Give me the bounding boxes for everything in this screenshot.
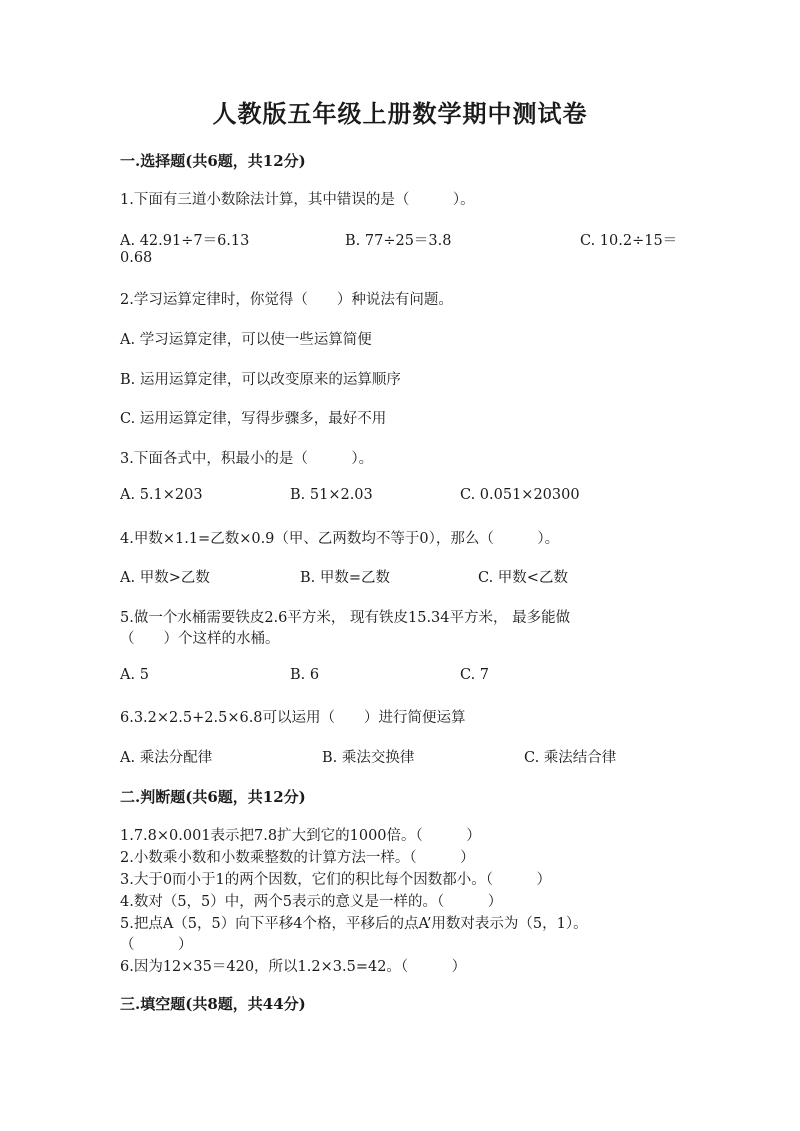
judge-item-6: 6.因为12×35＝420，所以1.2×3.5=42。（ ） bbox=[120, 959, 467, 975]
question-3-option-a: A. 5.1×203 bbox=[120, 487, 203, 503]
question-3-option-c: C. 0.051×20300 bbox=[460, 487, 580, 503]
question-4-option-b: B. 甲数=乙数 bbox=[300, 570, 391, 586]
question-5-option-a: A. 5 bbox=[120, 667, 149, 683]
judge-item-1: 1.7.8×0.001表示把7.8扩大到它的1000倍。（ ） bbox=[120, 828, 481, 844]
question-1-option-a: A. 42.91÷7＝6.13 bbox=[120, 233, 250, 249]
question-1-option-c: C. 10.2÷15＝ bbox=[580, 233, 678, 249]
exam-title: 人教版五年级上册数学期中测试卷 bbox=[212, 99, 588, 128]
question-4-stem: 4.甲数×1.1=乙数×0.9（甲、乙两数均不等于0），那么（ ）。 bbox=[120, 531, 560, 547]
judge-item-2: 2.小数乘小数和小数乘整数的计算方法一样。（ ） bbox=[120, 850, 475, 866]
question-5-stem-continued: （ ）个这样的水桶。 bbox=[120, 631, 280, 647]
question-6-option-b: B. 乘法交换律 bbox=[322, 750, 415, 766]
question-1-option-b: B. 77÷25＝3.8 bbox=[345, 233, 452, 249]
section-heading-fill: 三.填空题(共8题，共44分) bbox=[120, 995, 306, 1013]
judge-item-3: 3.大于0而小于1的两个因数，它们的积比每个因数都小。（ ） bbox=[120, 872, 552, 888]
question-4-option-a: A. 甲数>乙数 bbox=[120, 570, 210, 586]
question-5-stem: 5.做一个水桶需要铁皮2.6平方米， 现有铁皮15.34平方米， 最多能做 bbox=[120, 610, 571, 626]
question-1-stem: 1.下面有三道小数除法计算，其中错误的是（ ）。 bbox=[120, 192, 475, 208]
section-heading-choice: 一.选择题(共6题，共12分) bbox=[120, 152, 306, 170]
question-2-option-a: A. 学习运算定律，可以使一些运算简便 bbox=[120, 332, 372, 348]
judge-item-5-continued: （ ） bbox=[120, 937, 193, 953]
section-heading-judge: 二.判断题(共6题，共12分) bbox=[120, 788, 306, 806]
question-2-option-b: B. 运用运算定律，可以改变原来的运算顺序 bbox=[120, 372, 401, 388]
question-4-option-c: C. 甲数<乙数 bbox=[478, 570, 568, 586]
judge-item-4: 4.数对（5，5）中，两个5表示的意义是一样的。（ ） bbox=[120, 894, 503, 910]
question-6-stem: 6.3.2×2.5+2.5×6.8可以运用（ ）进行简便运算 bbox=[120, 710, 466, 726]
question-6-option-a: A. 乘法分配律 bbox=[120, 750, 213, 766]
question-5-option-c: C. 7 bbox=[460, 667, 490, 683]
question-3-option-b: B. 51×2.03 bbox=[290, 487, 373, 503]
question-2-option-c: C. 运用运算定律，写得步骤多，最好不用 bbox=[120, 411, 387, 427]
question-3-stem: 3.下面各式中，积最小的是（ ）。 bbox=[120, 451, 374, 467]
judge-item-5: 5.把点A（5，5）向下平移4个格，平移后的点A’用数对表示为（5，1）。 bbox=[120, 916, 588, 932]
question-2-stem: 2.学习运算定律时，你觉得（ ）种说法有问题。 bbox=[120, 292, 453, 308]
question-6-option-c: C. 乘法结合律 bbox=[524, 750, 617, 766]
question-1-option-c-continued: 0.68 bbox=[120, 250, 153, 266]
question-5-option-b: B. 6 bbox=[290, 667, 320, 683]
